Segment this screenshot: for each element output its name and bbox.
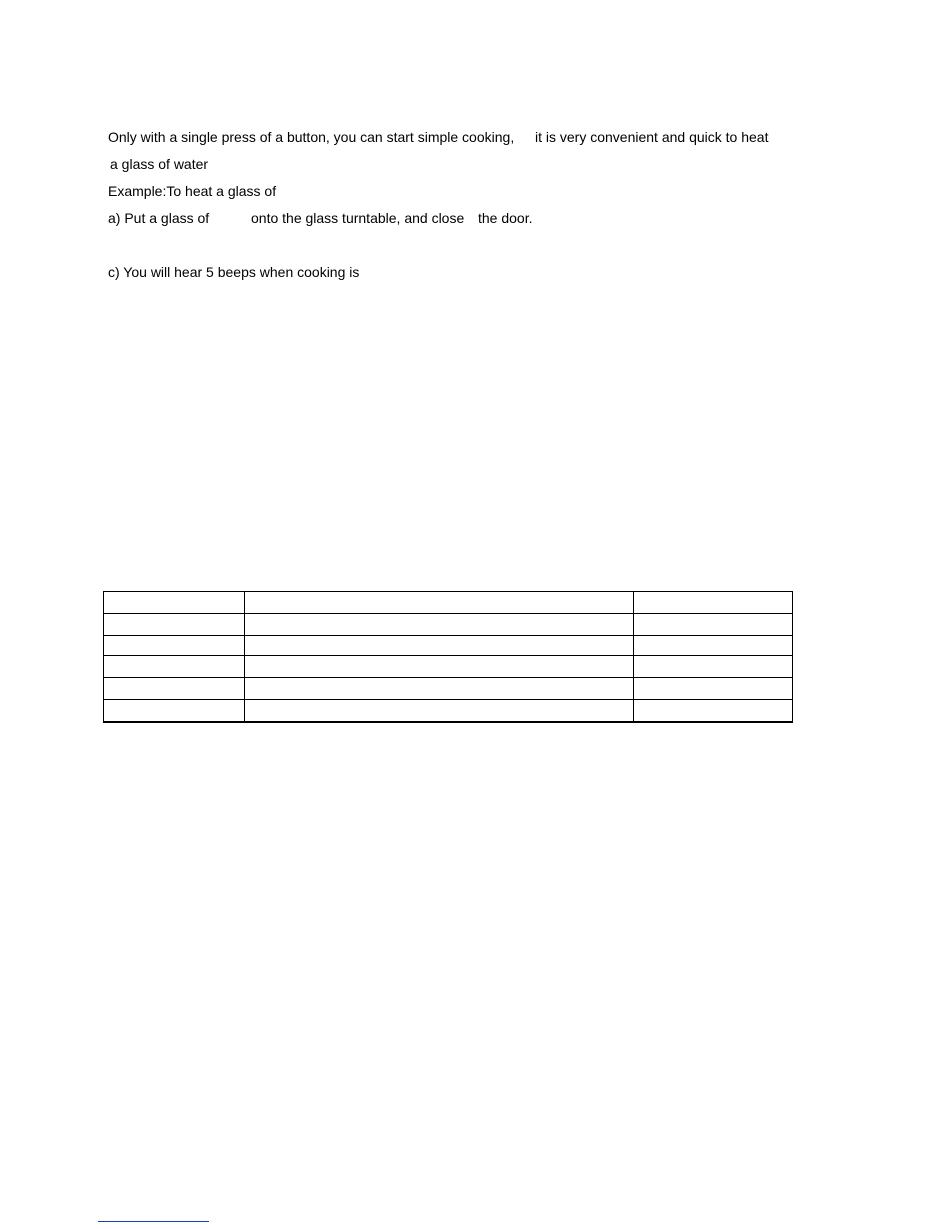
table-row <box>104 700 793 723</box>
table-row <box>104 636 793 656</box>
table-cell <box>634 700 793 723</box>
table-cell <box>104 656 245 678</box>
table-cell <box>634 636 793 656</box>
cooking-table <box>103 591 793 723</box>
table-cell <box>634 678 793 700</box>
table-cell <box>245 592 634 614</box>
table-row <box>104 614 793 636</box>
intro-line-1 <box>108 129 798 145</box>
table-cell <box>245 656 634 678</box>
table-cell <box>104 636 245 656</box>
step-a-part-2: onto the glass turntable, and close <box>251 210 465 226</box>
table-cell <box>245 636 634 656</box>
table-row <box>104 678 793 700</box>
table-cell <box>245 700 634 723</box>
step-a-line <box>108 210 558 226</box>
cooking-table-grid <box>103 591 793 723</box>
table-row <box>104 656 793 678</box>
table-cell <box>634 592 793 614</box>
table-cell <box>245 678 634 700</box>
footer-rule <box>98 1221 209 1222</box>
intro-line-2: a glass of water <box>110 156 209 172</box>
step-c-line: c) You will hear 5 beeps when cooking is <box>108 264 360 280</box>
table-cell <box>634 656 793 678</box>
table-cell <box>634 614 793 636</box>
example-line: Example:To heat a glass of <box>108 183 277 199</box>
table-cell <box>104 700 245 723</box>
step-a-part-1: a) Put a glass of <box>108 210 210 226</box>
table-cell <box>245 614 634 636</box>
table-cell <box>104 678 245 700</box>
table-row <box>104 592 793 614</box>
intro-text-part-1: Only with a single press of a button, you can start simple cooking, <box>108 129 515 145</box>
intro-text-part-2: it is very convenient and quick to heat <box>535 129 769 145</box>
step-a-part-3: the door. <box>478 210 533 226</box>
table-cell <box>104 614 245 636</box>
table-cell <box>104 592 245 614</box>
